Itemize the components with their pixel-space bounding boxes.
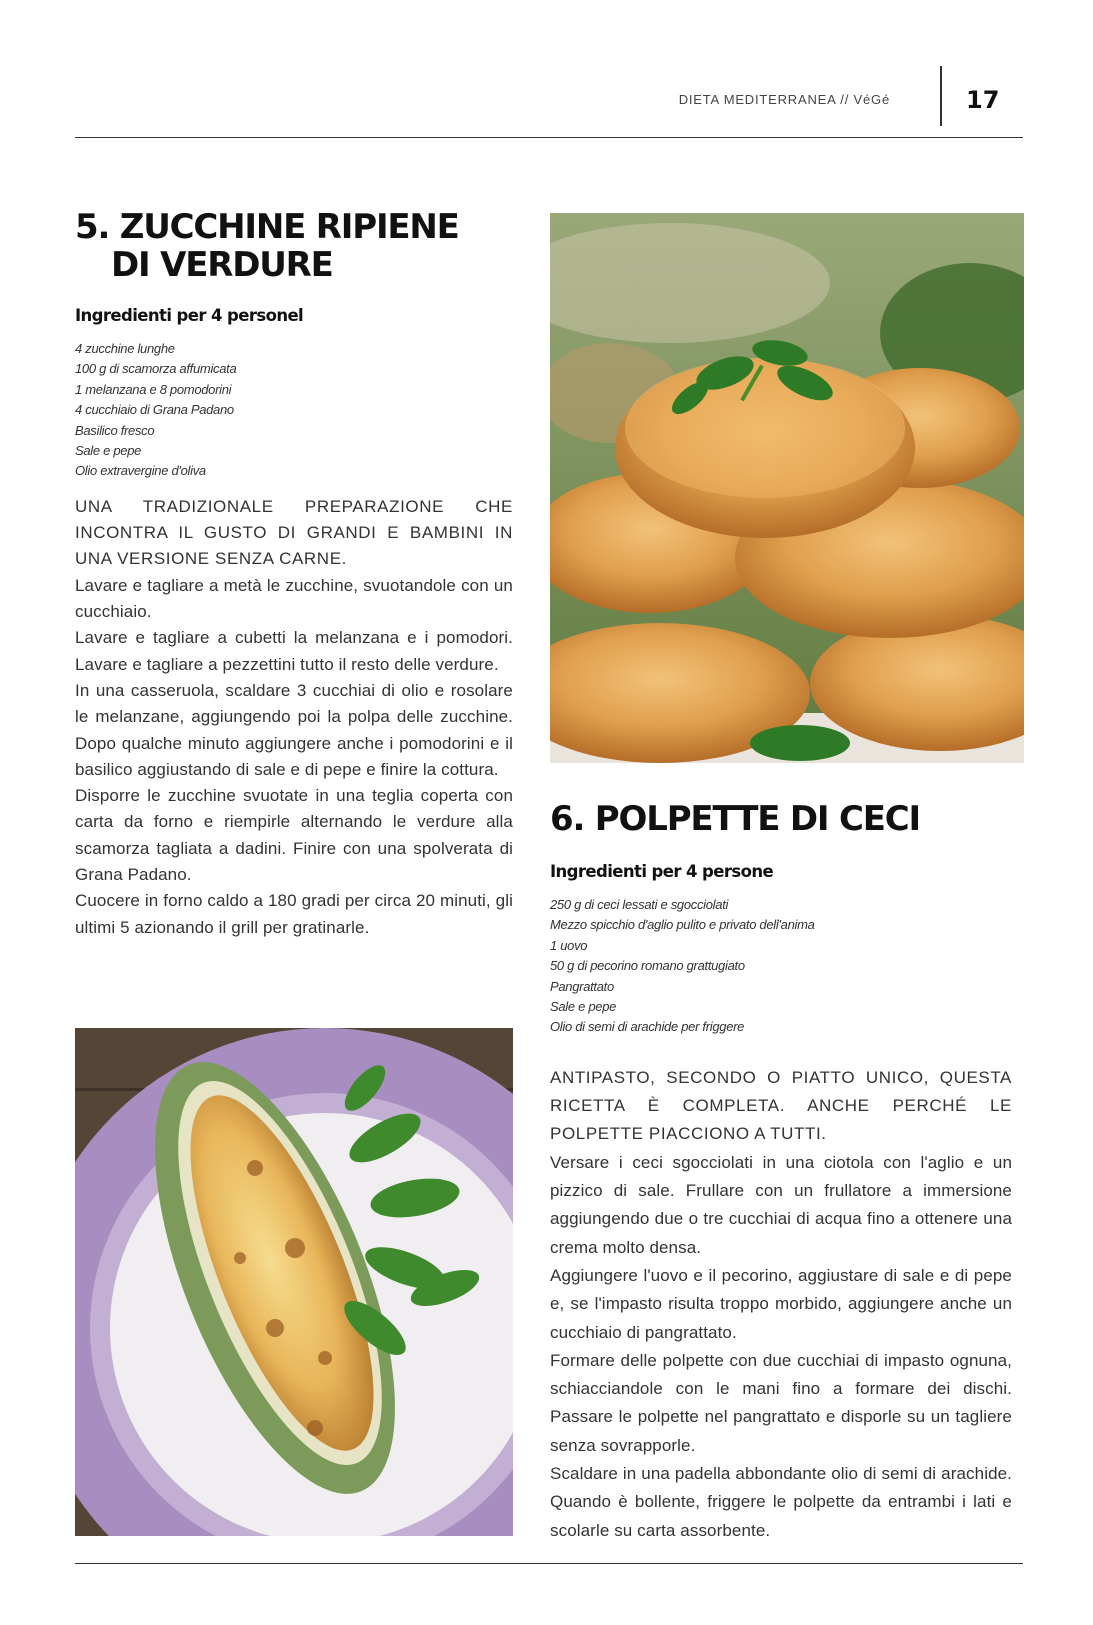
- method-step: In una casseruola, scaldare 3 cucchiai di olio e rosolare le melanzane, aggiungendo poi la polpa delle zucchine. Dopo qualche minuto aggiungere anche i pomodorini e il basilico aggiustando di sale e di pepe e finire la cottura.: [75, 680, 513, 779]
- method-step: Disporre le zucchine svuotate in una teglia coperta con carta da forno e riempirle alternando le verdure alla scamorza tagliata a dadini. Finire con una spolverata di Grana Padano.: [75, 786, 513, 884]
- method-step: Cuocere in forno caldo a 180 gradi per circa 20 minuti, gli ultimi 5 azionando il grill per gratinarle.: [75, 891, 513, 937]
- ingredient-item: Pangrattato: [550, 978, 614, 994]
- ingredient-item: Olio di semi di arachide per friggere: [550, 1019, 745, 1035]
- header-separator: //: [840, 92, 850, 107]
- recipe-5-intro: UNA TRADIZIONALE PREPARAZIONE CHE INCONTRA IL GUSTO DI GRANDI E BAMBINI IN UNA VERSIONE SENZA CARNE.: [75, 496, 513, 569]
- recipe-6-ingredient-list: [550, 895, 1012, 1038]
- method-step: Formare delle polpette con due cucchiai di impasto ognuna, schiacciandole con le mani fino a formare dei dischi. Passare le polpette nel pangrattato e disporle su un tagliere senza sovrapporle.: [550, 1350, 1012, 1455]
- method-step: Lavare e tagliare a cubetti la melanzana e i pomodori. Lavare e tagliare a pezzettini tutto il resto delle verdure.: [75, 628, 513, 674]
- ingredient-item: Basilico fresco: [75, 422, 155, 438]
- polpette-photo: [550, 213, 1024, 763]
- ingredient-item: 50 g di pecorino romano grattugiato: [550, 958, 745, 974]
- method-step: Aggiungere l'uovo e il pecorino, aggiustare di sale e di pepe e, se l'impasto risulta troppo morbido, aggiungere anche un cucchiaio di pangrattato.: [550, 1265, 1012, 1342]
- ingredient-item: Olio extravergine d'oliva: [75, 463, 206, 479]
- ingredient-item: 1 uovo: [550, 937, 588, 953]
- recipe-5-title: [75, 208, 513, 284]
- ingredient-item: 1 melanzana e 8 pomodorini: [75, 381, 232, 397]
- publication-title: DIETA MEDITERRANEA: [678, 92, 836, 107]
- recipe-5-title-line1: 5. ZUCCHINE RIPIENE: [75, 207, 459, 247]
- recipe-5-ingredients-title: Ingredienti per 4 personel: [75, 306, 304, 325]
- zucchine-illustration: [75, 1028, 513, 1536]
- recipe-5-ingredient-list: [75, 339, 513, 482]
- brand-name: VéGé: [853, 92, 890, 107]
- header-divider: [940, 66, 942, 126]
- recipe-5: [75, 208, 513, 941]
- ingredient-item: 100 g di scamorza affumicata: [75, 361, 237, 377]
- recipe-6-method: [550, 1064, 1012, 1545]
- ingredient-item: 4 cucchiaio di Grana Padano: [75, 402, 234, 418]
- ingredient-item: Mezzo spicchio d'aglio pulito e privato dell'anima: [550, 917, 815, 933]
- page-number: 17: [966, 86, 1000, 114]
- running-header: [580, 92, 890, 107]
- top-rule: [75, 137, 1023, 138]
- method-step: Versare i ceci sgocciolati in una ciotola con l'aglio e un pizzico di sale. Frullare con un frullatore a immersione aggiungendo due o tre cucchiai di acqua fino a ottenere una crema molto densa.: [550, 1152, 1012, 1257]
- method-step: Lavare e tagliare a metà le zucchine, svuotandole con un cucchiaio.: [75, 575, 513, 622]
- recipe-6-ingredients-title: Ingredienti per 4 persone: [550, 862, 774, 881]
- recipe-6: [550, 800, 1012, 1545]
- ingredient-item: 4 zucchine lunghe: [75, 341, 175, 356]
- zucchine-photo: [75, 1028, 513, 1536]
- ingredient-item: Sale e pepe: [75, 443, 142, 459]
- recipe-6-title: 6. POLPETTE DI CECI: [550, 799, 920, 839]
- polpette-illustration: [550, 213, 1024, 763]
- ingredient-item: Sale e pepe: [550, 999, 617, 1015]
- recipe-5-title-line2: DI VERDURE: [111, 245, 333, 285]
- method-step: Scaldare in una padella abbondante olio di semi di arachide. Quando è bollente, friggere le polpette da entrambi i lati e scolarle su carta assorbente.: [550, 1464, 1012, 1540]
- bottom-rule: [75, 1563, 1023, 1564]
- ingredient-item: 250 g di ceci lessati e sgocciolati: [550, 897, 729, 912]
- recipe-5-method: [75, 494, 513, 941]
- recipe-6-intro: ANTIPASTO, SECONDO O PIATTO UNICO, QUESTA RICETTA È COMPLETA. ANCHE PERCHÉ LE POLPETTE PIACCIONO A TUTTI.: [550, 1067, 1012, 1144]
